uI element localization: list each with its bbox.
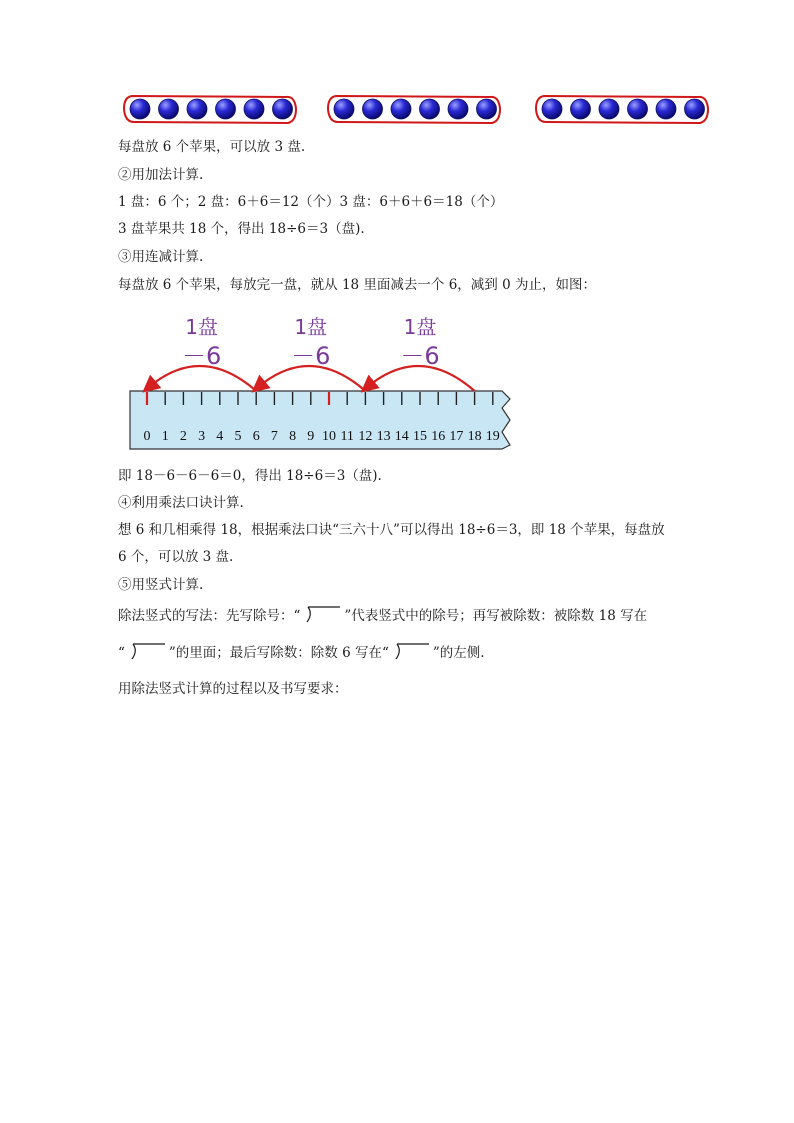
hop-plate-label: 1盘 — [294, 315, 328, 339]
hop-minus-label: －6 — [291, 342, 331, 370]
tick-label: 11 — [340, 429, 354, 444]
apple-group — [534, 92, 710, 128]
tick-label: 15 — [413, 429, 427, 444]
apple-ball — [542, 99, 562, 119]
tick-label: 12 — [358, 429, 373, 444]
apple-ball — [628, 99, 648, 119]
text-line: 用除法竖式计算的过程以及书写要求： — [118, 681, 348, 697]
hop-plate-label: 1盘 — [403, 315, 437, 339]
tick-label: 9 — [307, 429, 315, 444]
text-line: 想 6 和几相乘得 18，根据乘法口诀“三六十八”可以得出 18÷6＝3，即 18 个苹果，每盘放 — [118, 522, 665, 538]
tick-label: 8 — [289, 429, 297, 444]
division-bracket-icon — [391, 642, 431, 660]
apple-groups — [118, 92, 728, 132]
tick-label: 2 — [179, 429, 187, 444]
tick-label: 10 — [322, 429, 336, 444]
apple-ball — [656, 99, 676, 119]
apple-ball — [334, 99, 354, 119]
tick-label: 6 — [252, 429, 260, 444]
text-line: 6 个，可以放 3 盘. — [118, 549, 234, 565]
text-segment: ”的里面；最后写除数：除数 6 写在“ — [168, 645, 389, 661]
text-line: 每盘放 6 个苹果，可以放 3 盘. — [118, 139, 306, 155]
apple-group — [122, 92, 298, 128]
tick-label: 14 — [394, 429, 409, 444]
tick-label: 7 — [270, 429, 278, 444]
division-bracket-icon — [302, 605, 342, 623]
tick-label: 4 — [216, 429, 224, 444]
text-line: 3 盘苹果共 18 个，得出 18÷6＝3（盘). — [118, 221, 365, 237]
text-line: ④利用乘法口诀计算. — [118, 495, 244, 511]
tick-label: 19 — [485, 429, 500, 444]
text-line: ⑤用竖式计算. — [118, 577, 204, 593]
apple-ball — [187, 99, 207, 119]
number-line-figure — [128, 310, 528, 455]
apple-ball — [216, 99, 236, 119]
apple-ball — [273, 99, 293, 119]
tick-label: 0 — [143, 429, 151, 444]
tick-label: 13 — [376, 429, 391, 444]
text-line: 1 盘：6 个；2 盘：6＋6＝12（个）3 盘：6＋6＋6＝18（个） — [118, 194, 504, 210]
text-segment: 除法竖式的写法：先写除号：“ — [118, 608, 301, 624]
text-line: ②用加法计算. — [118, 167, 204, 183]
text-segment: “ — [118, 645, 125, 661]
apple-ball — [391, 99, 411, 119]
tick-label: 16 — [431, 429, 446, 444]
tick-label: 17 — [449, 429, 464, 444]
text-line: 每盘放 6 个苹果，每放完一盘，就从 18 里面减去一个 6，减到 0 为止，如图： — [118, 277, 596, 293]
tick-label: 3 — [198, 429, 206, 444]
apple-ball — [448, 99, 468, 119]
apple-group — [326, 92, 502, 128]
tick-label: 5 — [234, 429, 242, 444]
apple-ball — [159, 99, 179, 119]
hop-minus-label: －6 — [400, 342, 440, 370]
division-bracket-icon — [127, 642, 167, 660]
tick-label: 1 — [161, 429, 169, 444]
text-line: 即 18－6－6－6＝0，得出 18÷6＝3（盘). — [118, 468, 382, 484]
apple-ball — [363, 99, 383, 119]
apple-ball — [477, 99, 497, 119]
apple-ball — [130, 99, 150, 119]
text-line — [118, 605, 647, 625]
apple-ball — [571, 99, 591, 119]
tick-label: 18 — [467, 429, 482, 444]
hop-minus-label: －6 — [181, 342, 222, 370]
text-segment: ”代表竖式中的除号；再写被除数：被除数 18 写在 — [344, 608, 648, 624]
apple-ball — [685, 99, 705, 119]
apple-ball — [599, 99, 619, 119]
apple-ball — [244, 99, 264, 119]
text-line — [118, 642, 485, 662]
text-line: ③用连减计算. — [118, 249, 204, 265]
hop-plate-label: 1盘 — [185, 315, 218, 339]
apple-ball — [420, 99, 440, 119]
text-segment: ”的左侧. — [432, 645, 485, 661]
